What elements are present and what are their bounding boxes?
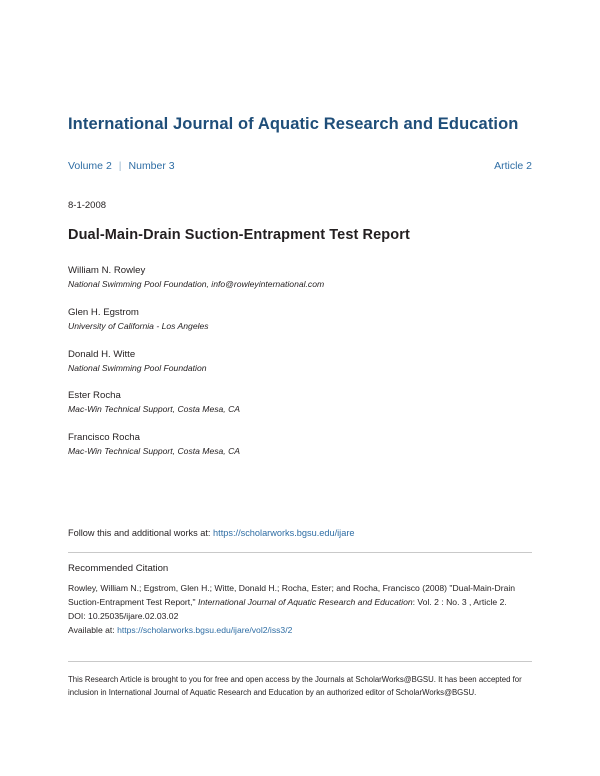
list-item bbox=[68, 348, 532, 375]
list-item bbox=[68, 264, 532, 291]
article-number-label[interactable]: Article 2 bbox=[494, 160, 532, 172]
publication-date: 8-1-2008 bbox=[68, 200, 107, 211]
follow-link[interactable]: https://scholarworks.bgsu.edu/ijare bbox=[213, 528, 355, 538]
divider-bottom bbox=[68, 661, 532, 662]
author-affiliation: Mac-Win Technical Support, Costa Mesa, CA bbox=[68, 404, 241, 415]
available-label: Available at: bbox=[68, 624, 115, 635]
follow-works-line bbox=[68, 528, 532, 538]
citation-line-2: : Vol. 2 : No. 3 , Article 2. bbox=[412, 596, 507, 607]
citation-line-1: Rowley, William N.; Egstrom, Glen H.; Witte, Donald H.; Rocha, Ester; and Rocha, Francisco (2008) "Dual-Main-Drain Suction-Entrapment Test Report," bbox=[68, 583, 516, 607]
divider-top bbox=[68, 552, 532, 553]
list-item bbox=[68, 431, 532, 458]
list-item bbox=[68, 389, 532, 416]
author-name: Ester Rocha bbox=[68, 390, 121, 402]
page-title: Dual-Main-Drain Suction-Entrapment Test Report bbox=[68, 227, 410, 243]
citation-journal-name: International Journal of Aquatic Research and Education bbox=[197, 596, 413, 607]
author-affiliation: University of California - Los Angeles bbox=[68, 320, 209, 331]
author-name: Donald H. Witte bbox=[68, 348, 136, 360]
author-name: Glen H. Egstrom bbox=[68, 306, 139, 318]
author-name: Francisco Rocha bbox=[68, 432, 140, 444]
list-item bbox=[68, 306, 532, 333]
issue-info-row bbox=[68, 160, 532, 172]
journal-title: International Journal of Aquatic Research and Education bbox=[68, 115, 519, 133]
author-affiliation: National Swimming Pool Foundation bbox=[68, 362, 207, 373]
issue-separator: | bbox=[118, 160, 122, 172]
volume-label[interactable]: Volume 2 bbox=[68, 160, 112, 172]
author-affiliation: Mac-Win Technical Support, Costa Mesa, CA bbox=[68, 446, 241, 457]
available-link[interactable]: https://scholarworks.bgsu.edu/ijare/vol2/iss3/2 bbox=[117, 624, 293, 635]
recommended-citation bbox=[68, 563, 532, 638]
citation-heading: Recommended Citation bbox=[68, 563, 169, 574]
citation-body bbox=[68, 582, 532, 638]
access-statement: This Research Article is brought to you for free and open access by the Journals at ScholarWorks@BGSU. It has been accepted for inclusion in International Journal of Aquatic Research and Education by an authorized editor of ScholarWorks@BGSU. bbox=[68, 675, 522, 697]
issue-left-group bbox=[68, 160, 175, 172]
author-list bbox=[68, 264, 532, 473]
author-name: William N. Rowley bbox=[68, 265, 146, 276]
citation-doi: DOI: 10.25035/ijare.02.03.02 bbox=[68, 610, 179, 621]
follow-label: Follow this and additional works at: bbox=[68, 528, 211, 538]
number-label[interactable]: Number 3 bbox=[128, 160, 175, 172]
author-affiliation: National Swimming Pool Foundation, info@rowleyinternational.com bbox=[68, 278, 325, 289]
